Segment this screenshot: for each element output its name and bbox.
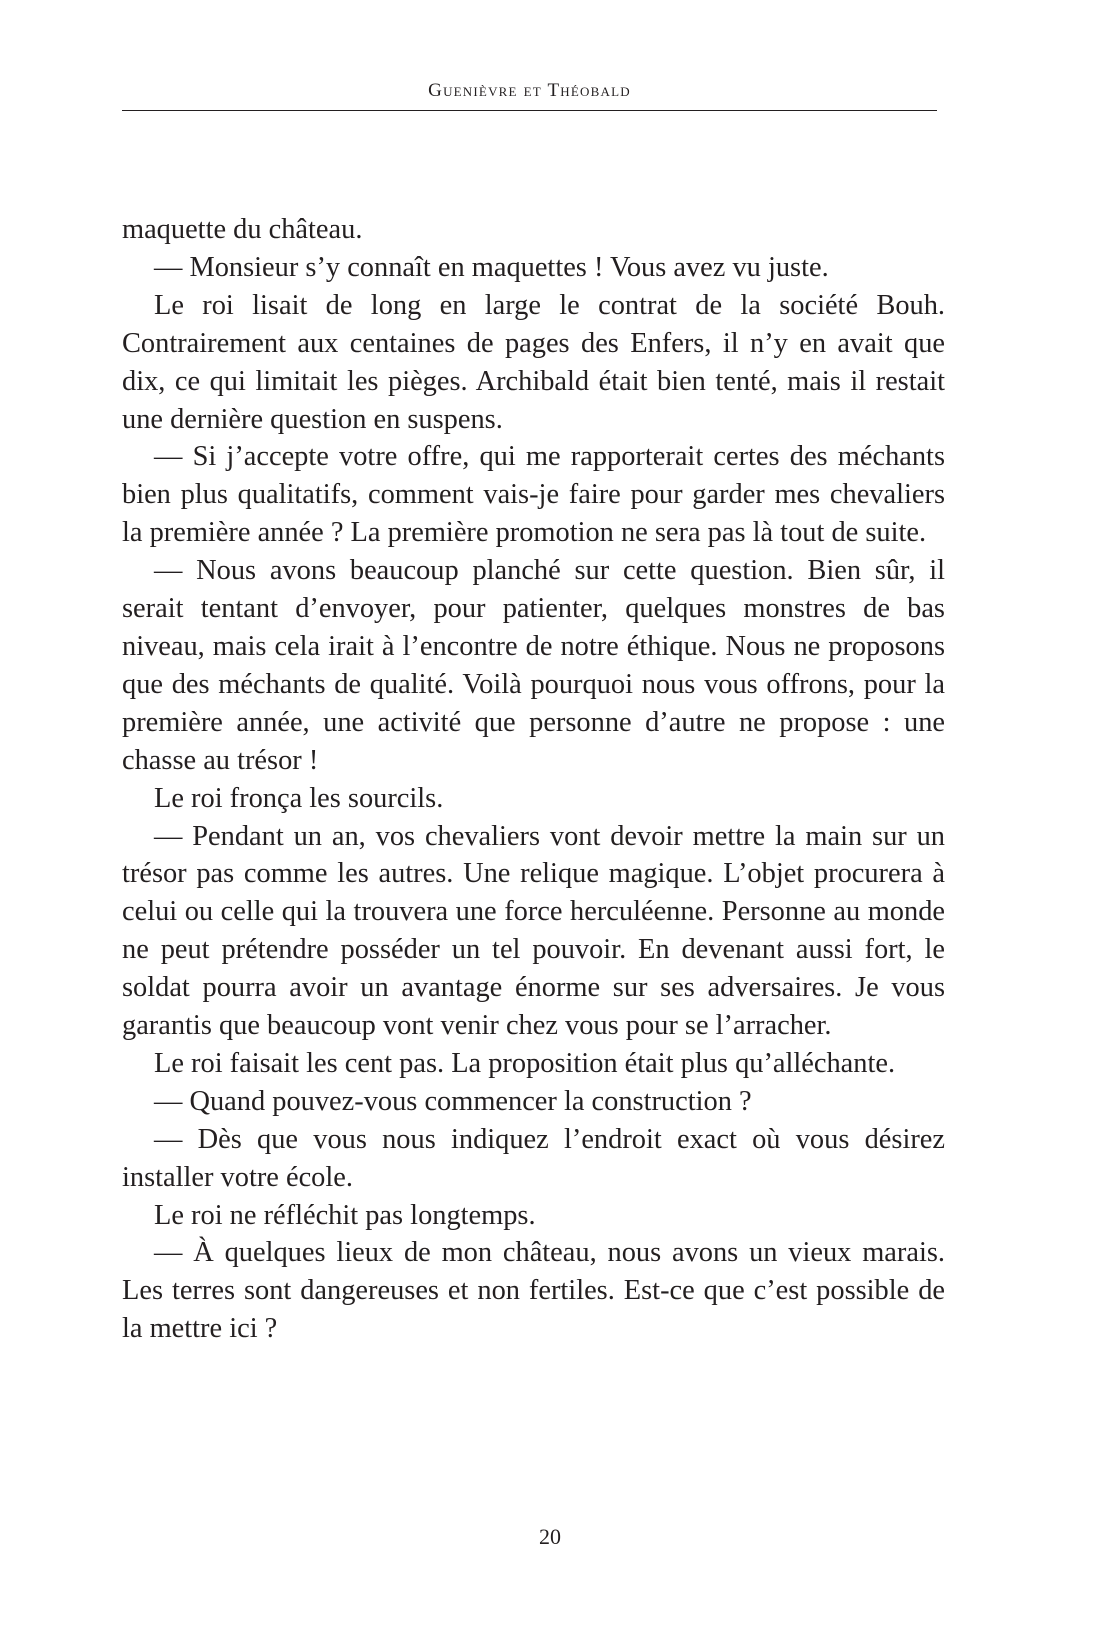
paragraph: — À quelques lieux de mon château, nous avons un vieux marais. Les terres sont dangereuses et non fertiles. Est-ce que c’est possible de la mettre ici ?: [122, 1237, 945, 1345]
paragraph: — Pendant un an, vos chevaliers vont devoir mettre la main sur un trésor pas comme les autres. Une relique magique. L’objet procurera à celui ou celle qui la trouvera une force herculéenne. Personne au monde ne peut prétendre posséder un tel pouvoir. En devenant aussi fort, le soldat pourra avoir un avantage énorme sur ses adversaires. Je vous garantis que beaucoup vont venir chez vous pour se l’arracher.: [122, 820, 945, 1042]
running-header: Guenièvre et Théobald: [428, 80, 631, 101]
paragraph: — Dès que vous nous indiquez l’endroit exact où vous désirez installer votre école.: [122, 1123, 945, 1193]
page-number: 20: [539, 1524, 561, 1549]
paragraph: Le roi ne réfléchit pas longtemps.: [154, 1199, 536, 1231]
paragraph: — Monsieur s’y connaît en maquettes ! Vous avez vu juste.: [154, 251, 829, 283]
paragraph: Le roi faisait les cent pas. La proposition était plus qu’alléchante.: [154, 1047, 896, 1079]
body-text: [122, 211, 945, 1348]
paragraph: Le roi lisait de long en large le contrat de la société Bouh. Contrairement aux centaines de pages des Enfers, il n’y en avait que dix, ce qui limitait les pièges. Archibald était bien tenté, mais il restait une dernière question en suspens.: [122, 289, 945, 435]
paragraph: maquette du château.: [122, 214, 363, 245]
paragraph: — Si j’accepte votre offre, qui me rapporterait certes des méchants bien plus qualitatifs, comment vais-je faire pour garder mes chevaliers la première année ? La première promotion ne sera pas là tout de suite.: [122, 441, 945, 549]
paragraph: Le roi fronça les sourcils.: [154, 782, 444, 814]
header-rule: [122, 110, 937, 111]
paragraph: — Quand pouvez-vous commencer la construction ?: [154, 1085, 752, 1117]
paragraph: — Nous avons beaucoup planché sur cette question. Bien sûr, il serait tentant d’envoyer, pour patienter, quelques monstres de bas niveau, mais cela irait à l’encontre de notre éthique. Nous ne proposons que des méchants de qualité. Voilà pourquoi nous vous offrons, pour la première année, une activité que personne d’autre ne propose : une chasse au trésor !: [122, 555, 945, 776]
